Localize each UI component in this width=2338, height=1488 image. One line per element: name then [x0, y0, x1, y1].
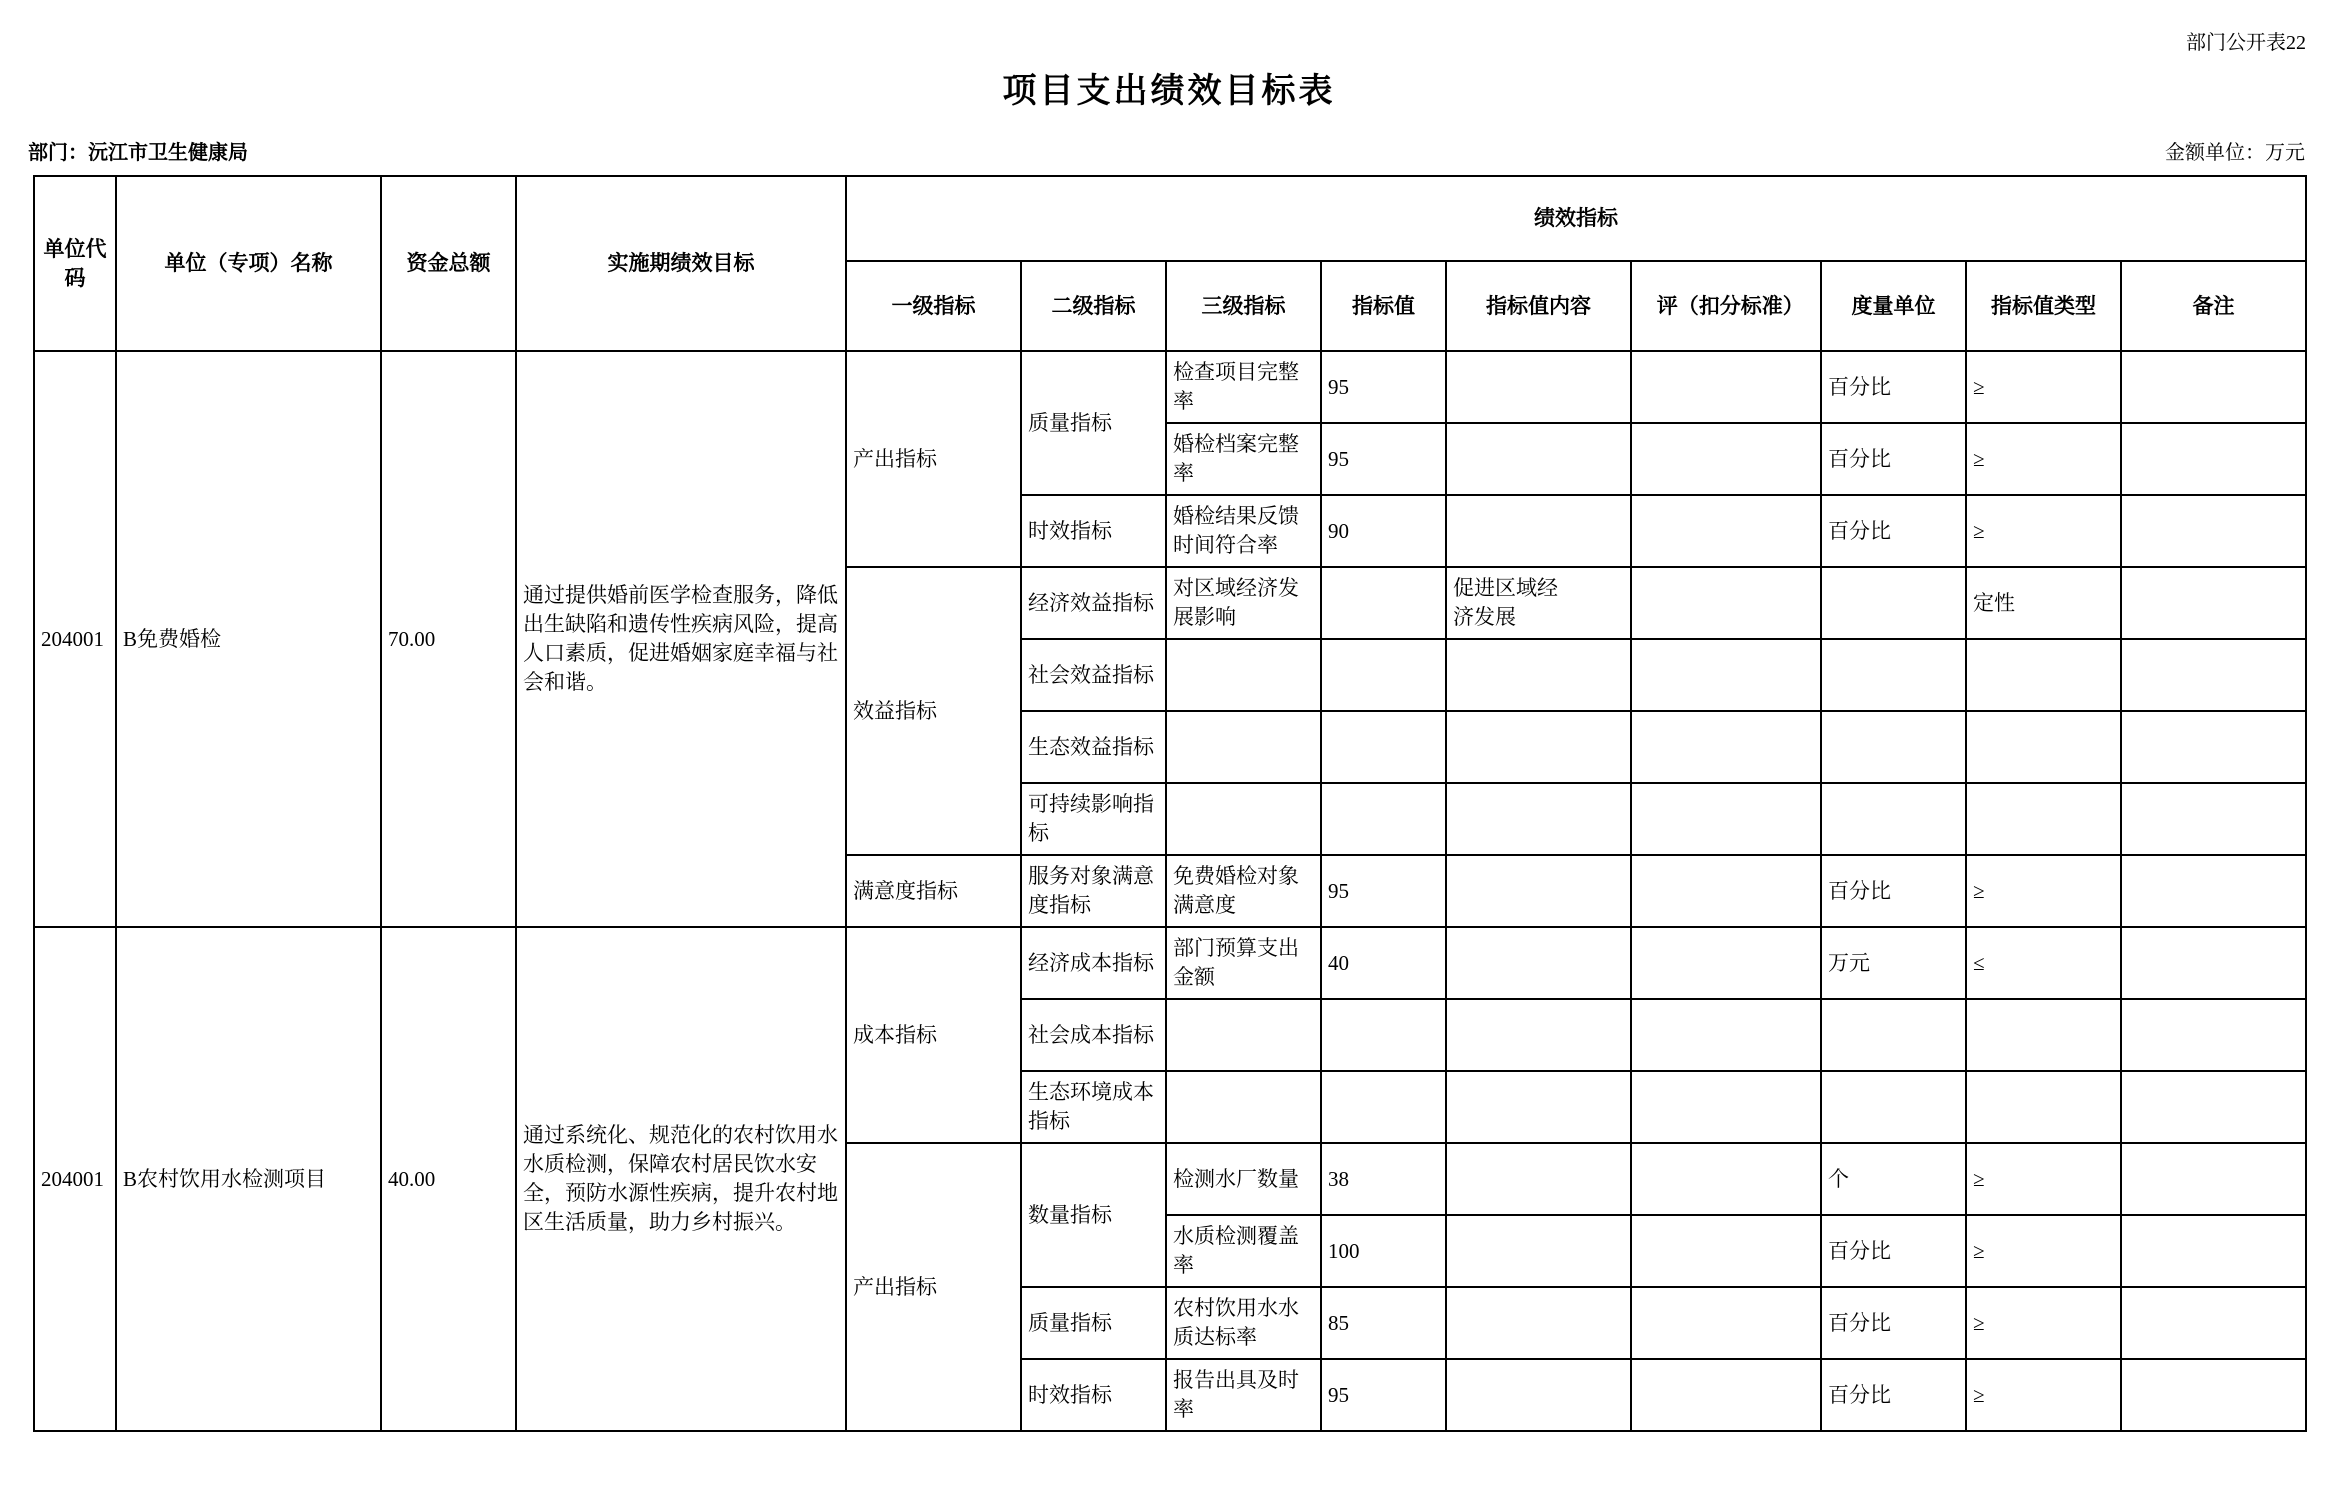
cell-indicator-value: 95: [1321, 351, 1446, 423]
cell-empty: [1166, 711, 1321, 783]
header-unit-name: 单位（专项）名称: [116, 176, 381, 351]
cell-empty: [1631, 495, 1821, 567]
cell-indicator-content: [1446, 567, 1631, 639]
cell-empty: [1446, 423, 1631, 495]
cell-level2: 社会效益指标: [1021, 639, 1166, 711]
cell-empty: [1966, 639, 2121, 711]
cell-measure-unit: 百分比: [1821, 1215, 1966, 1287]
header-measure-unit: 度量单位: [1821, 261, 1966, 351]
cell-empty: [1966, 783, 2121, 855]
cell-level2: 生态环境成本指标: [1021, 1071, 1166, 1143]
cell-measure-unit: 百分比: [1821, 423, 1966, 495]
header-value-type: 指标值类型: [1966, 261, 2121, 351]
cell-level3: 婚检结果反馈时间符合率: [1166, 495, 1321, 567]
cell-empty: [1321, 711, 1446, 783]
cell-empty: [2121, 999, 2306, 1071]
amount-unit-label: 金额单位：万元: [2165, 142, 2305, 164]
cell-empty: [1631, 711, 1821, 783]
cell-indicator-value: 100: [1321, 1215, 1446, 1287]
cell-measure-unit: 百分比: [1821, 351, 1966, 423]
cell-total-amount: 70.00: [381, 351, 516, 927]
cell-level1: 成本指标: [846, 927, 1021, 1143]
cell-empty: [1446, 999, 1631, 1071]
header-scoring-standard: [1631, 261, 1821, 351]
cell-empty: [1321, 1071, 1446, 1143]
header-level2: 二级指标: [1021, 261, 1166, 351]
cell-empty: [2121, 1359, 2306, 1431]
cell-indicator-value: 40: [1321, 927, 1446, 999]
cell-value-type: ≥: [1966, 351, 2121, 423]
cell-measure-unit: 百分比: [1821, 855, 1966, 927]
cell-indicator-value: 95: [1321, 423, 1446, 495]
cell-empty: [2121, 1287, 2306, 1359]
cell-level2: 质量指标: [1021, 1287, 1166, 1359]
cell-empty: [1631, 855, 1821, 927]
cell-empty: [1631, 567, 1821, 639]
header-remark: 备注: [2121, 261, 2306, 351]
cell-value-type: ≥: [1966, 1215, 2121, 1287]
header-scoring-standard-label: 评（扣分标准）: [1656, 294, 1804, 319]
header-perf-indicators: 绩效指标: [846, 176, 2306, 261]
cell-unit-name: B农村饮用水检测项目: [116, 927, 381, 1431]
cell-empty: [1631, 1143, 1821, 1215]
cell-empty: [1446, 855, 1631, 927]
cell-level2: 社会成本指标: [1021, 999, 1166, 1071]
header-indicator-value-content: 指标值内容: [1446, 261, 1631, 351]
cell-empty: [1631, 1071, 1821, 1143]
cell-measure-unit: 万元: [1821, 927, 1966, 999]
cell-level2: 数量指标: [1021, 1143, 1166, 1287]
cell-level1: 满意度指标: [846, 855, 1021, 927]
cell-empty: [1446, 495, 1631, 567]
cell-empty: [1631, 639, 1821, 711]
cell-level3: 检查项目完整率: [1166, 351, 1321, 423]
cell-level3: 对区域经济发展影响: [1166, 567, 1321, 639]
cell-value-type: 定性: [1966, 567, 2121, 639]
cell-empty: [1821, 1071, 1966, 1143]
cell-indicator-value: 95: [1321, 855, 1446, 927]
cell-empty: [2121, 927, 2306, 999]
cell-empty: [1821, 999, 1966, 1071]
cell-empty: [1631, 351, 1821, 423]
cell-level3: 免费婚检对象满意度: [1166, 855, 1321, 927]
performance-target-table: [33, 175, 2307, 1432]
cell-empty: [1166, 639, 1321, 711]
cell-empty: [1321, 567, 1446, 639]
header-period-target: 实施期绩效目标: [516, 176, 846, 351]
cell-indicator-value: 90: [1321, 495, 1446, 567]
cell-level2: 生态效益指标: [1021, 711, 1166, 783]
cell-period-target: 通过系统化、规范化的农村饮用水水质检测，保障农村居民饮水安全，预防水源性疾病，提升农村地区生活质量，助力乡村振兴。: [516, 927, 846, 1431]
cell-empty: [1446, 639, 1631, 711]
cell-value-type: ≥: [1966, 855, 2121, 927]
cell-empty: [1631, 423, 1821, 495]
cell-indicator-value: 38: [1321, 1143, 1446, 1215]
cell-empty: [2121, 1143, 2306, 1215]
cell-empty: [2121, 1071, 2306, 1143]
sheet-label: 部门公开表22: [2186, 32, 2306, 54]
table-header: [34, 176, 2306, 351]
header-indicator-value: 指标值: [1321, 261, 1446, 351]
cell-empty: [1446, 711, 1631, 783]
cell-level3: 检测水厂数量: [1166, 1143, 1321, 1215]
cell-value-type: ≥: [1966, 1143, 2121, 1215]
cell-empty: [1821, 639, 1966, 711]
cell-measure-unit: 百分比: [1821, 495, 1966, 567]
cell-indicator-value: 85: [1321, 1287, 1446, 1359]
cell-indicator-value: 95: [1321, 1359, 1446, 1431]
cell-level2: 时效指标: [1021, 495, 1166, 567]
cell-unit-code: 204001: [34, 927, 116, 1431]
cell-empty: [1166, 999, 1321, 1071]
cell-empty: [1446, 1143, 1631, 1215]
cell-level2: 时效指标: [1021, 1359, 1166, 1431]
cell-empty: [1446, 1071, 1631, 1143]
cell-empty: [1446, 1215, 1631, 1287]
indicator-content-text: 促进区域经济发展: [1453, 576, 1558, 629]
cell-level2: 可持续影响指标: [1021, 783, 1166, 855]
cell-value-type: ≥: [1966, 1287, 2121, 1359]
cell-level2: 质量指标: [1021, 351, 1166, 495]
cell-level2: 经济成本指标: [1021, 927, 1166, 999]
cell-empty: [1966, 711, 2121, 783]
cell-empty: [1446, 1359, 1631, 1431]
cell-empty: [1631, 1215, 1821, 1287]
header-unit-code: [34, 176, 116, 351]
cell-empty: [1631, 927, 1821, 999]
cell-level3: 婚检档案完整率: [1166, 423, 1321, 495]
cell-period-target: 通过提供婚前医学检查服务，降低出生缺陷和遗传性疾病风险，提高人口素质，促进婚姻家庭幸福与社会和谐。: [516, 351, 846, 927]
cell-empty: [2121, 855, 2306, 927]
cell-empty: [1321, 999, 1446, 1071]
cell-empty: [2121, 1215, 2306, 1287]
cell-empty: [2121, 351, 2306, 423]
table-row: [34, 927, 2306, 999]
cell-measure-unit: 百分比: [1821, 1287, 1966, 1359]
department-label: 部门：沅江市卫生健康局: [28, 142, 248, 164]
header-level3: 三级指标: [1166, 261, 1321, 351]
cell-empty: [1966, 999, 2121, 1071]
cell-empty: [1446, 1287, 1631, 1359]
cell-empty: [1966, 1071, 2121, 1143]
cell-empty: [1631, 783, 1821, 855]
header-row-1: [34, 176, 2306, 261]
cell-level3: 部门预算支出金额: [1166, 927, 1321, 999]
cell-level2: 服务对象满意度指标: [1021, 855, 1166, 927]
cell-level1: 产出指标: [846, 351, 1021, 567]
header-level1: 一级指标: [846, 261, 1021, 351]
cell-empty: [1166, 783, 1321, 855]
cell-empty: [1631, 1287, 1821, 1359]
cell-measure-unit: 百分比: [1821, 1359, 1966, 1431]
cell-empty: [1821, 711, 1966, 783]
cell-empty: [1631, 999, 1821, 1071]
cell-empty: [1821, 783, 1966, 855]
cell-value-type: ≥: [1966, 1359, 2121, 1431]
cell-empty: [2121, 423, 2306, 495]
cell-empty: [2121, 495, 2306, 567]
cell-level3: 水质检测覆盖率: [1166, 1215, 1321, 1287]
cell-empty: [1821, 567, 1966, 639]
cell-value-type: ≤: [1966, 927, 2121, 999]
page-title: 项目支出绩效目标表: [1002, 73, 1336, 110]
cell-empty: [1446, 351, 1631, 423]
cell-value-type: ≥: [1966, 495, 2121, 567]
cell-empty: [2121, 639, 2306, 711]
cell-unit-name: B免费婚检: [116, 351, 381, 927]
cell-level3: 农村饮用水水质达标率: [1166, 1287, 1321, 1359]
cell-empty: [1446, 783, 1631, 855]
meta-row: [28, 136, 2305, 165]
cell-value-type: ≥: [1966, 423, 2121, 495]
table-row: [34, 351, 2306, 423]
cell-level1: 产出指标: [846, 1143, 1021, 1431]
cell-unit-code: 204001: [34, 351, 116, 927]
cell-empty: [2121, 783, 2306, 855]
cell-empty: [1446, 927, 1631, 999]
cell-total-amount: 40.00: [381, 927, 516, 1431]
header-unit-code-label: 单位代码: [43, 236, 107, 290]
cell-measure-unit: 个: [1821, 1143, 1966, 1215]
cell-empty: [2121, 711, 2306, 783]
cell-empty: [2121, 567, 2306, 639]
cell-empty: [1321, 639, 1446, 711]
cell-level3: 报告出具及时率: [1166, 1359, 1321, 1431]
header-total-amount: 资金总额: [381, 176, 516, 351]
cell-level2: 经济效益指标: [1021, 567, 1166, 639]
cell-empty: [1321, 783, 1446, 855]
cell-empty: [1631, 1359, 1821, 1431]
cell-level1: 效益指标: [846, 567, 1021, 855]
cell-empty: [1166, 1071, 1321, 1143]
table-body: [34, 351, 2306, 1431]
